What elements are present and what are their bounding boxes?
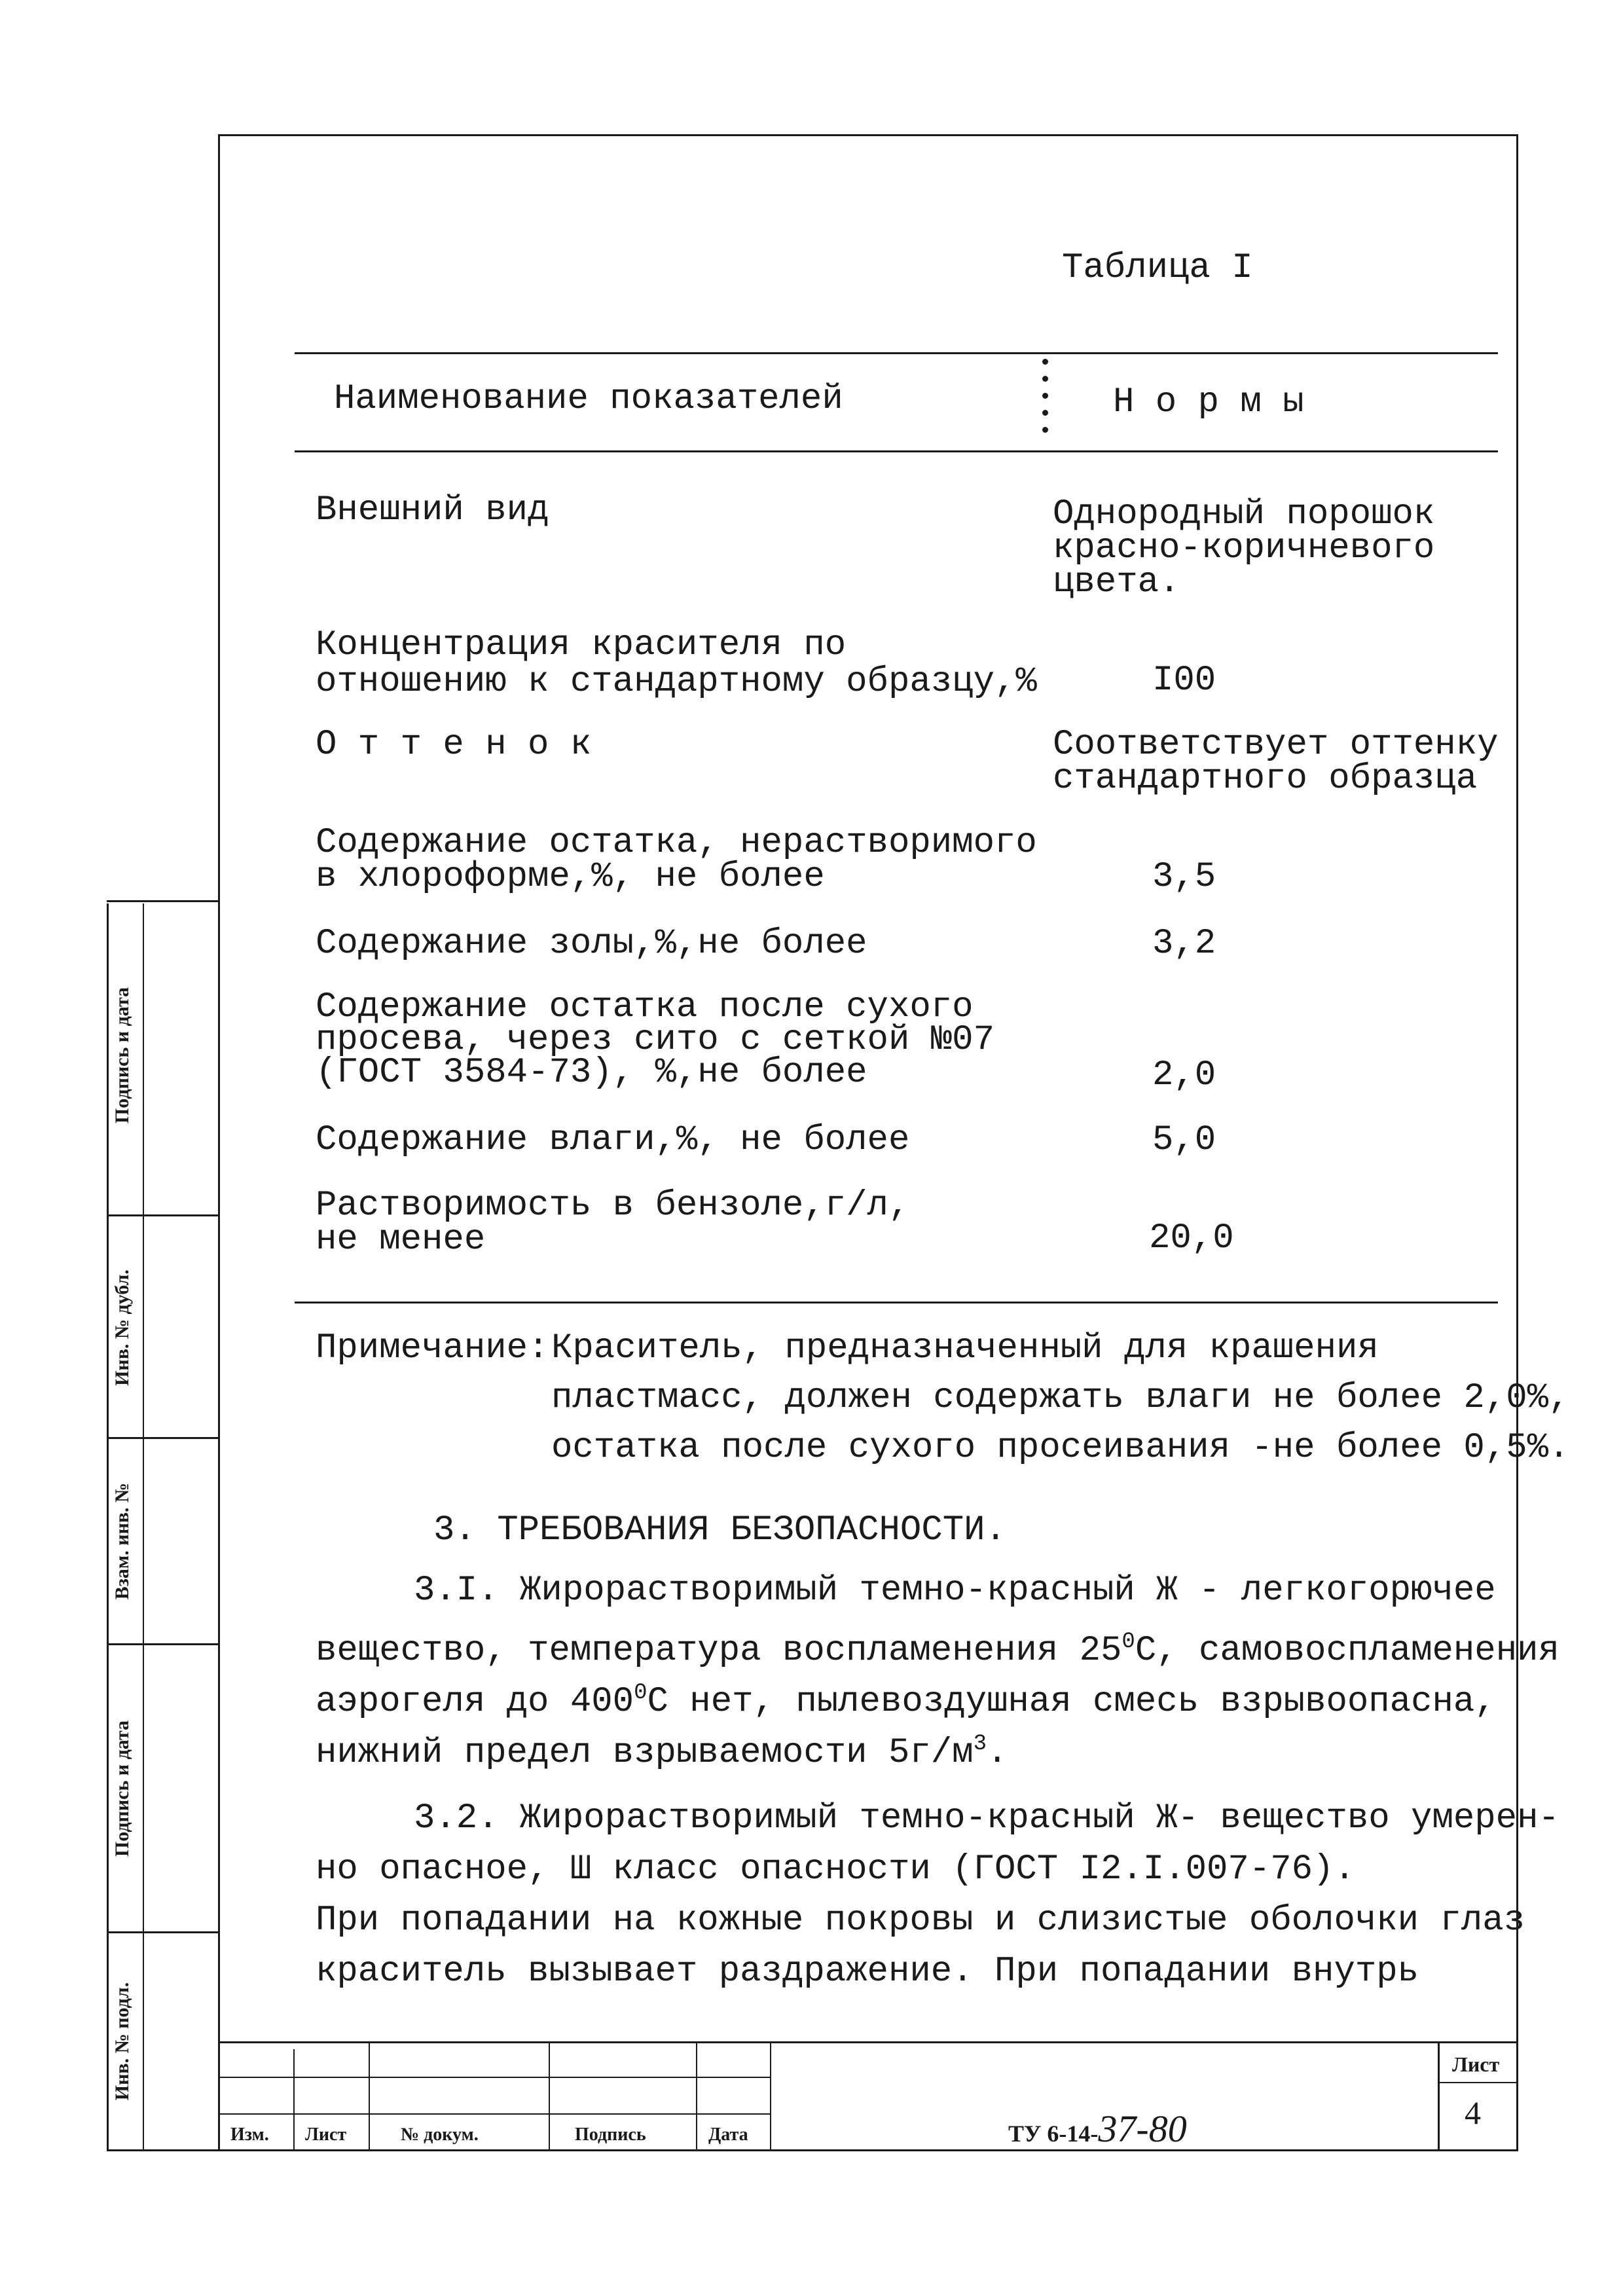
stamp-sheet-rule xyxy=(1438,2082,1518,2083)
frame-bottom xyxy=(107,2149,1518,2151)
stamp-label-izm: Изм. xyxy=(230,2124,269,2145)
row-concentration-norm: I00 xyxy=(1152,661,1216,701)
side-label-inv-poll: Инв. № подл. xyxy=(111,1982,133,2101)
note-line-1: Краситель, предназначенный для крашения xyxy=(551,1328,1379,1368)
table-top-rule xyxy=(295,352,1498,354)
stamp-col-5 xyxy=(770,2041,771,2151)
side-col-divider xyxy=(143,903,144,2151)
row-chloroform-norm: 3,5 xyxy=(1152,857,1216,897)
side-rule-2 xyxy=(107,1437,219,1439)
row-shade-norm: Соответствует оттенку стандартного образца xyxy=(1053,725,1499,799)
row-ash-norm: 3,2 xyxy=(1152,924,1216,964)
p1-line-4: нижний предел взрываемости $5г/м^3$. xyxy=(316,1732,1008,1773)
stamp-sheet-number: 4 xyxy=(1465,2094,1481,2131)
stamp-row-rule-2 xyxy=(218,2113,771,2115)
frame-left xyxy=(218,134,220,2151)
p1-line-1: 3.I. Жирорастворимый темно-красный Ж - легкогорючее xyxy=(414,1571,1496,1611)
row-moisture-name: Содержание влаги,%, не более xyxy=(316,1120,910,1160)
table-header-rule xyxy=(295,450,1498,452)
side-label-inv-dubl: Инв. № дубл. xyxy=(111,1269,133,1386)
table-bottom-rule xyxy=(295,1302,1498,1303)
stamp-tu-handwritten: 37-80 xyxy=(1098,2107,1187,2150)
stamp-label-doc: № докум. xyxy=(401,2124,479,2145)
stamp-tu-print: ТУ 6-14- xyxy=(1008,2121,1099,2147)
frame-top xyxy=(218,134,1518,136)
row-solubility-norm: 20,0 xyxy=(1149,1218,1234,1258)
stamp-label-data: Дата xyxy=(708,2124,748,2145)
row-ash-name: Содержание золы,%,не более xyxy=(316,924,867,964)
side-label-sign-date-2: Подпись и дата xyxy=(111,1720,133,1857)
p2-line-1: 3.2. Жирорастворимый темно-красный Ж- вещество умерен- xyxy=(414,1798,1559,1838)
p2-line-2: но опасное, Ш класс опасности (ГОСТ I2.I.007-76). xyxy=(316,1850,1355,1889)
side-top-rule xyxy=(107,900,219,902)
p1-line-2: вещество, температура воспламенения $25^0С$, самовоспламенения xyxy=(316,1630,1559,1671)
row-concentration-name: Концентрация красителя по отношению к стандартному образцу,% xyxy=(316,625,1037,702)
p2-line-4: краситель вызывает раздражение. При попадании внутрь xyxy=(316,1952,1419,1992)
stamp-top-rule xyxy=(218,2041,1518,2043)
table-header-norm: Н о р м ы xyxy=(1113,382,1304,422)
table-header-indicator: Наименование показателей xyxy=(334,379,843,419)
header-separator xyxy=(1042,359,1049,444)
side-label-vzam-inv: Взам. инв. № xyxy=(111,1482,133,1600)
stamp-col-1 xyxy=(293,2049,295,2151)
stamp-col-3 xyxy=(549,2041,550,2151)
note-label: Примечание: xyxy=(316,1328,549,1368)
stamp-row-rule-1 xyxy=(218,2077,771,2078)
table-caption: Таблица I xyxy=(1062,248,1253,288)
p2-line-3: При попадании на кожные покровы и слизистые оболочки глаз xyxy=(316,1901,1525,1941)
stamp-label-podp: Подпись xyxy=(575,2124,646,2145)
stamp-designation xyxy=(1008,2107,1187,2151)
row-appearance-name: Внешний вид xyxy=(316,490,549,530)
row-moisture-norm: 5,0 xyxy=(1152,1120,1216,1160)
row-chloroform-name: Содержание остатка, нерастворимого в хлороформе,%, не более xyxy=(316,823,1037,897)
p1-line-3: аэрогеля до $400^0С$ нет, пылевоздушная смесь взрывоопасна, xyxy=(316,1681,1496,1722)
frame-right xyxy=(1516,134,1518,2151)
side-rule-1 xyxy=(107,1214,219,1216)
side-rule-4 xyxy=(107,1931,219,1933)
side-col-left xyxy=(107,903,109,2151)
stamp-col-2 xyxy=(369,2041,370,2151)
stamp-col-4 xyxy=(696,2041,697,2151)
note-line-2: пластмасс, должен содержать влаги не более 2,0%, xyxy=(551,1378,1570,1418)
row-sieve-norm: 2,0 xyxy=(1152,1055,1216,1095)
side-label-sign-date-1: Подпись и дата xyxy=(111,987,133,1124)
stamp-sheet-label: Лист xyxy=(1452,2052,1500,2076)
row-shade-name: О т т е н о к xyxy=(316,725,592,765)
row-appearance-norm: Однородный порошок красно-коричневого цвета. xyxy=(1053,494,1435,602)
row-sieve-name: Содержание остатка после сухого просева, через сито с сеткой №07 (ГОСТ 3584-73), %,не более xyxy=(316,987,994,1093)
row-solubility-name: Растворимость в бензоле,г/л, не менее xyxy=(316,1186,910,1260)
note-line-3: остатка после сухого просеивания -не более 0,5%. xyxy=(551,1428,1570,1468)
stamp-sheet-col xyxy=(1438,2041,1440,2151)
stamp-label-list: Лист xyxy=(305,2124,347,2145)
side-rule-3 xyxy=(107,1643,219,1645)
section-title: 3. ТРЕБОВАНИЯ БЕЗОПАСНОСТИ. xyxy=(433,1510,1006,1550)
